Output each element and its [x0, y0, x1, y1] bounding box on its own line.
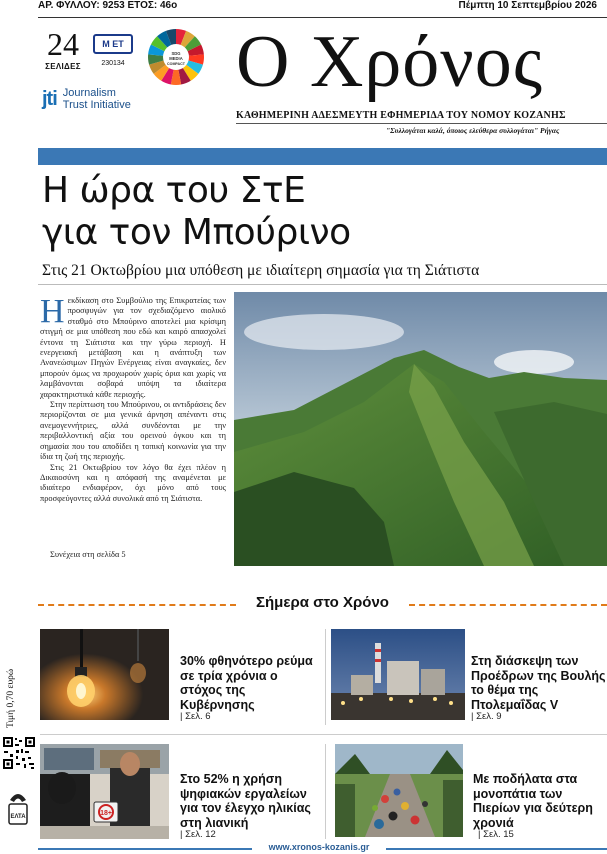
- newspaper-subtitle: ΚΑΘΗΜΕΡΙΝΗ ΑΔΕΣΜΕΥΤΗ ΕΦΗΜΕΡΙΔΑ ΤΟΥ ΝΟΜΟΥ ΚΟΖΑΝΗΣ: [236, 110, 566, 121]
- pages-label: ΣΕΛΙΔΕΣ: [45, 62, 81, 71]
- teaser-photo-age-check[interactable]: [40, 744, 169, 839]
- divider: [38, 17, 607, 18]
- newspaper-logo: Ο Χρόνος: [236, 21, 544, 103]
- section-title: Σήμερα στο Χρόνο: [256, 594, 389, 611]
- teaser-title[interactable]: 30% φθηνότερο ρεύμα σε τρία χρόνια ο στόχος της Κυβέρνησης: [180, 654, 313, 712]
- met-registry-code: 230134: [101, 60, 125, 67]
- teaser-title[interactable]: Στο 52% η χρήση ψηφιακών εργαλείων για τον έλεγχο ηλικίας στη λιανική: [180, 772, 311, 830]
- svg-text:COMPACT: COMPACT: [167, 62, 185, 66]
- article-body: [40, 293, 226, 504]
- teaser-page-ref: | Σελ. 12: [180, 829, 216, 840]
- divider: [38, 284, 607, 285]
- continue-link[interactable]: Συνέχεια στη σελίδα 5: [50, 550, 126, 559]
- elta-logo-icon: [6, 786, 30, 826]
- pages-count: 24: [47, 26, 79, 62]
- drop-cap: Η: [40, 293, 65, 330]
- divider: [409, 604, 607, 606]
- divider: [38, 848, 252, 850]
- divider: [386, 848, 607, 850]
- teaser-page-ref: | Σελ. 15: [478, 829, 514, 840]
- teaser-photo-cyclists[interactable]: [335, 744, 463, 837]
- teaser-page-ref: | Σελ. 9: [471, 711, 502, 722]
- divider: [40, 734, 607, 735]
- teaser-title[interactable]: Με ποδήλατα στα μονοπάτια των Πιερίων για δεύτερη χρονιά: [473, 772, 593, 830]
- section-header: [38, 594, 607, 614]
- divider: [325, 744, 326, 839]
- divider: [236, 123, 607, 124]
- qr-code-icon[interactable]: [2, 736, 36, 770]
- article-paragraph: Στην περίπτωση του Μπούρινου, οι αντιδράσεις δεν περιορίζονται σε μια γενικά άρνηση απέναντι στις ανεμογεννήτριες, αλλά συνδέονται με την περιβαλλοντική αξία του ορεινού όγκου και τη σημασία που του αποδίδει η τοπική κοινωνία για την ίδια τη ζωή της περιοχής.: [40, 400, 226, 462]
- divider: [325, 629, 326, 725]
- svg-text:MEDIA: MEDIA: [169, 56, 183, 61]
- main-headline: Η ώρα του ΣτΕ για τον Μπούρινο: [42, 170, 351, 253]
- sdg-media-compact-icon: [147, 28, 205, 86]
- issue-date: Πέμπτη 10 Σεπτεμβρίου 2026: [458, 0, 597, 11]
- article-paragraph: Στις 21 Οκτωβρίου τον λόγο θα έχει πλέον η Δικαιοσύνη και η απόφασή της αναμένεται με ιδιαίτερο ενδιαφέρον, όχι μόνο από τους προσφεύγοντες αλλά συνολικά από τη Σιάτιστα.: [40, 462, 226, 503]
- masthead-bar: [38, 148, 607, 165]
- main-subheadline: Στις 21 Οκτωβρίου μια υπόθεση με ιδιαίτερη σημασία για τη Σιάτιστα: [42, 262, 480, 279]
- price-label: Τιμή 0,70 ευρώ: [6, 668, 16, 728]
- jti-mark: jti: [42, 87, 57, 110]
- svg-text:18+: 18+: [100, 810, 112, 817]
- jti-wordmark: Journalism Trust Initiative: [62, 87, 131, 111]
- teaser-photo-power-plant[interactable]: [331, 629, 465, 720]
- article-paragraph: Ηεκδίκαση στο Συμβούλιο της Επικρατείας των προσφυγών για τον σχεδιαζόμενο αιολικό σταθμό στο Μπούρινο αποτελεί μια κρίσιμη στιγμή σε μια υπόθεση που εδώ και καιρό απασχολεί έντονα τη Σιάτιστα και την γύρω περιοχή. Η ενεργειακή μετάβαση και η ανάπτυξη των Ανανεώσιμων Πηγών Ενέργειας είναι αναγκαίες, δεν μπορούν όμως να προχωρούν χωρίς όρια και χωρίς να λαμβάνονται σοβαρά υπόψη τα ιδιαίτερα χαρακτηριστικά κάθε περιοχής.: [40, 293, 226, 399]
- issue-number: ΑΡ. ΦΥΛΛΟΥ: 9253 ΕΤΟΣ: 46ο: [38, 0, 178, 11]
- jti-logo: [42, 86, 131, 112]
- teaser-page-ref: | Σελ. 6: [180, 711, 211, 722]
- teaser-title[interactable]: Στη διάσκεψη των Προέδρων της Βουλής το θέμα της Πτολεμαΐδας V: [471, 654, 606, 712]
- newspaper-slogan: "Συλλογάται καλά, όποιος ελεύθερα συλλογάται" Ρήγας: [386, 126, 560, 135]
- svg-text:SDG: SDG: [171, 51, 181, 56]
- top-strip: [38, 0, 607, 12]
- elta-label: ΕΛΤΑ: [10, 814, 26, 820]
- met-registry-badge: Μ ΕΤ: [93, 34, 133, 54]
- mountain-photo: [234, 292, 607, 566]
- teaser-photo-light-bulb[interactable]: [40, 629, 169, 720]
- website-link[interactable]: www.xronos-kozanis.gr: [268, 842, 370, 852]
